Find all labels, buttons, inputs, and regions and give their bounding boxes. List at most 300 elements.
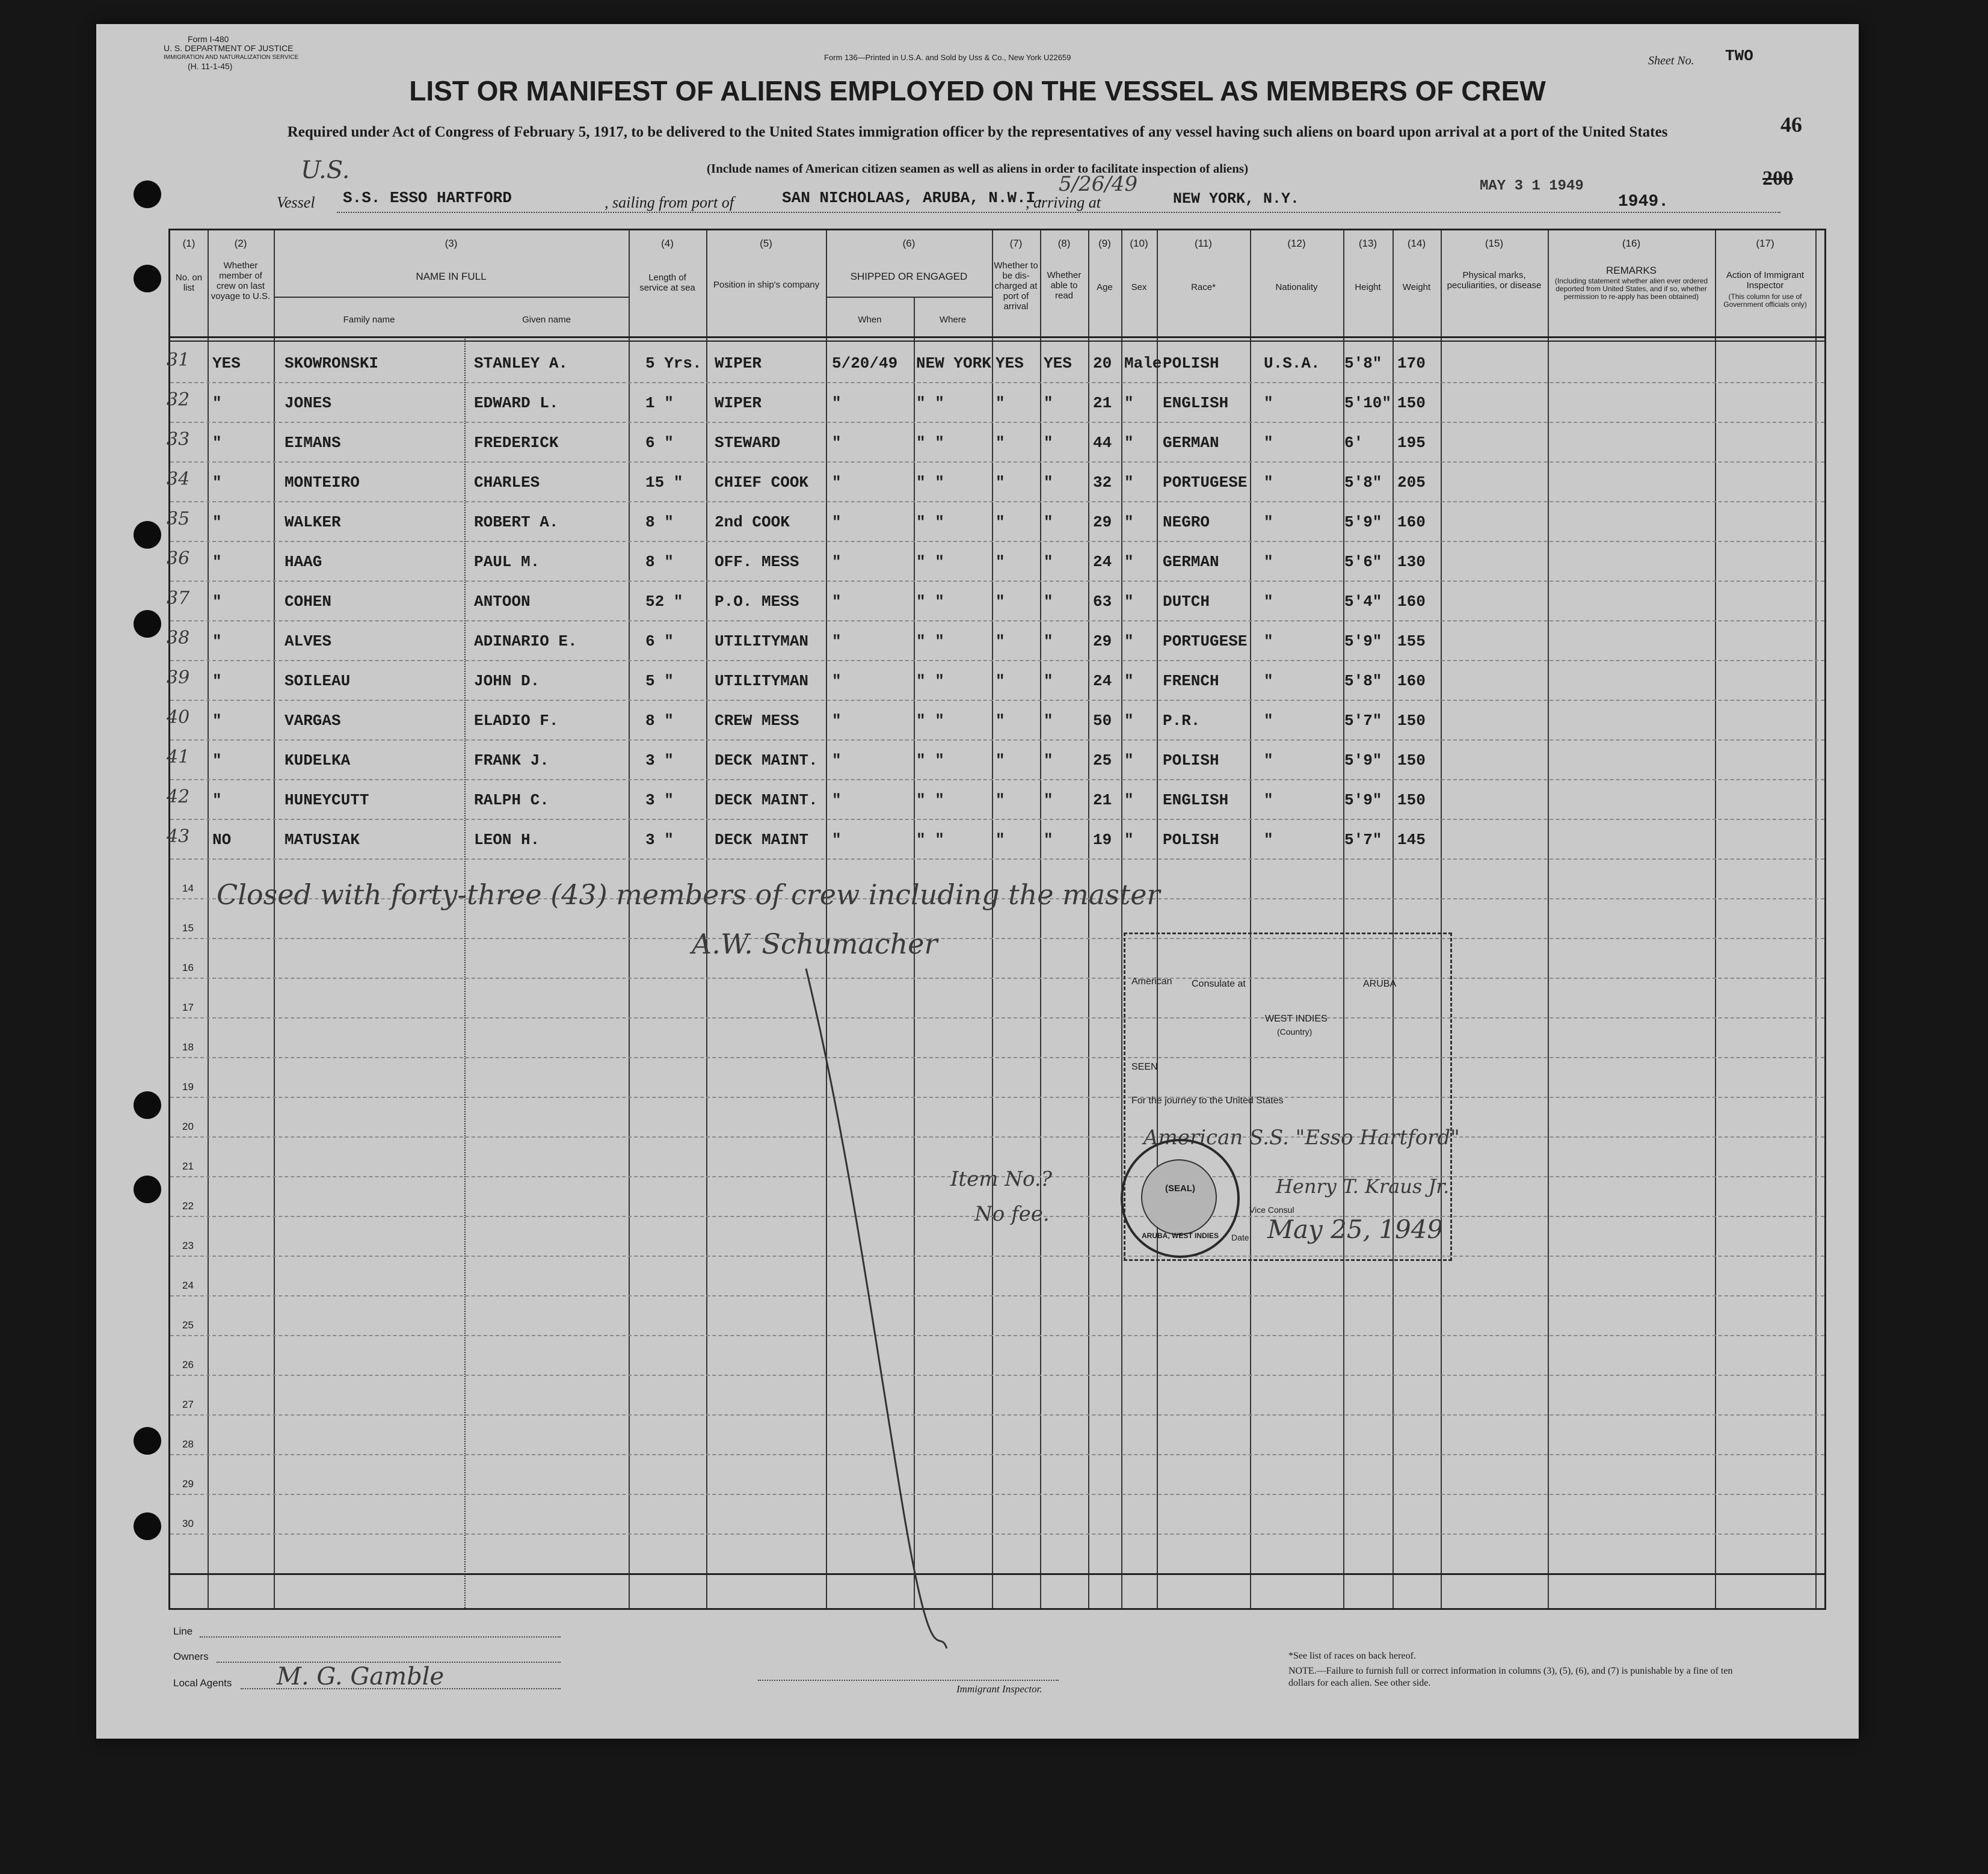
cell-age: 24 [1093, 553, 1112, 571]
footer-line-rule [200, 1636, 561, 1638]
form-code: (H. 11-1-45) [188, 61, 233, 71]
cell-read: " [1044, 473, 1053, 492]
cell-disch: " [996, 394, 1005, 412]
cell-where: " " [916, 791, 944, 809]
cell-when: " [832, 394, 842, 412]
seal-center-text: (SEAL) [1165, 1183, 1195, 1194]
col-head-nationality: Nationality [1275, 282, 1318, 292]
cell-disch: " [996, 791, 1005, 809]
cell-disch: " [996, 632, 1005, 650]
row-rule [170, 660, 1824, 661]
cell-nat: " [1264, 513, 1273, 531]
col-head-sex: Sex [1131, 282, 1147, 292]
row-number-hand: 33 [167, 429, 190, 450]
cell-family: MONTEIRO [285, 473, 360, 492]
col-num-15: (15) [1485, 238, 1504, 249]
cell-position: 2nd COOK [715, 513, 790, 531]
col-num-1: (1) [182, 238, 195, 249]
cell-sex: " [1124, 712, 1134, 730]
vessel-underline [337, 212, 1780, 213]
cell-service: 3 " [645, 831, 674, 849]
cell-age: 25 [1093, 751, 1112, 769]
binder-hole [134, 610, 161, 638]
row-number-hand: 35 [167, 508, 190, 529]
cell-where: NEW YORK [916, 354, 991, 372]
col-divider [1441, 230, 1442, 1608]
cell-disch: " [996, 434, 1005, 452]
stamp-officer-title: Vice Consul [1249, 1205, 1294, 1215]
header-bottom-rule-2 [170, 341, 1824, 342]
binder-hole [134, 1512, 161, 1540]
cell-service: 8 " [645, 712, 674, 730]
row-rule [170, 382, 1824, 383]
cell-service: 3 " [645, 791, 674, 809]
footer-inspector-rule [758, 1680, 1059, 1681]
stamp-country: WEST INDIES [1265, 1014, 1328, 1024]
col-divider [1121, 230, 1122, 1608]
cell-prev: YES [212, 354, 241, 372]
cell-race: ENGLISH [1163, 791, 1229, 809]
row-rule [170, 819, 1824, 820]
cell-disch: " [996, 831, 1005, 849]
arriving-port: NEW YORK, N.Y. [1173, 190, 1300, 208]
row-number: 24 [182, 1280, 194, 1291]
row-number: 29 [182, 1478, 194, 1490]
stamp-consulate-at: Consulate at [1192, 979, 1246, 989]
cell-prev: " [212, 513, 222, 531]
cell-prev: " [212, 791, 222, 809]
col-num-8: (8) [1057, 238, 1071, 249]
cell-when: " [832, 672, 842, 690]
cell-service: 52 " [645, 593, 683, 611]
cell-when: " [832, 712, 842, 730]
row-number: 30 [182, 1518, 194, 1529]
cell-where: " " [916, 712, 944, 730]
cell-read: " [1044, 831, 1053, 849]
cell-sex: " [1124, 831, 1134, 849]
cell-age: 20 [1093, 354, 1112, 372]
row-number-hand: 36 [167, 548, 190, 569]
cell-when: " [832, 751, 842, 769]
form-number: Form I-480 [188, 34, 229, 44]
col-divider [1548, 230, 1549, 1608]
col-num-7: (7) [1009, 238, 1023, 249]
cell-nat: " [1264, 751, 1273, 769]
cell-position: DECK MAINT. [715, 791, 818, 809]
cell-weight: 205 [1397, 473, 1426, 492]
closing-statement: Closed with forty-three (43) members of crew including the master [217, 878, 1160, 911]
col-num-16: (16) [1622, 238, 1641, 249]
cell-sex: " [1124, 751, 1134, 769]
binder-hole [134, 1176, 161, 1203]
cell-prev: " [212, 712, 222, 730]
cell-service: 6 " [645, 434, 674, 452]
cell-race: POLISH [1163, 354, 1219, 372]
cell-age: 29 [1093, 632, 1112, 650]
arrival-date-stamp: MAY 3 1 1949 [1480, 178, 1584, 194]
row-number: 14 [182, 883, 194, 894]
cell-nat: " [1264, 593, 1273, 611]
side-note-fee: No fee. [974, 1202, 1050, 1226]
cell-position: UTILITYMAN [715, 632, 809, 650]
cell-service: 5 Yrs. [645, 354, 702, 372]
cell-given: RALPH C. [474, 791, 549, 809]
cell-sex: " [1124, 632, 1134, 650]
cell-prev: " [212, 672, 222, 690]
row-number: 22 [182, 1200, 194, 1212]
row-number: 18 [182, 1041, 194, 1053]
col-num-17: (17) [1756, 238, 1774, 249]
row-number: 16 [182, 962, 194, 973]
stamp-place: ARUBA [1363, 979, 1397, 989]
col-divider [1393, 230, 1394, 1608]
cell-nat: U.S.A. [1264, 354, 1320, 372]
cell-where: " " [916, 672, 944, 690]
cell-position: STEWARD [715, 434, 781, 452]
cell-given: FREDERICK [474, 434, 559, 452]
cell-age: 19 [1093, 831, 1112, 849]
cell-service: 3 " [645, 751, 674, 769]
col-divider [208, 230, 209, 1608]
cell-weight: 150 [1397, 751, 1426, 769]
footer-races-note: *See list of races on back hereof. [1288, 1651, 1416, 1661]
stamp-american: American [1131, 976, 1172, 987]
cell-service: 6 " [645, 632, 674, 650]
row-number: 28 [182, 1438, 194, 1450]
cell-nat: " [1264, 712, 1273, 730]
footer-owners-label: Owners [173, 1651, 209, 1662]
cell-nat: " [1264, 473, 1273, 492]
row-rule [170, 739, 1824, 741]
col-head-race: Race* [1191, 282, 1216, 292]
row-rule [170, 858, 1824, 860]
sheet-label: Sheet No. [1648, 54, 1694, 67]
cell-position: OFF. MESS [715, 553, 799, 571]
col-head-remarks-note: (Including statement whether alien ever ordered deported from United States, and if so, whether permission to re-apply has been obtained) [1554, 277, 1708, 301]
row-rule [170, 620, 1824, 621]
cell-prev: " [212, 632, 222, 650]
col-head-family: Family name [343, 315, 395, 325]
cell-disch: " [996, 712, 1005, 730]
cell-disch: " [996, 593, 1005, 611]
cell-family: COHEN [285, 593, 332, 611]
stamp-country-label: (Country) [1277, 1027, 1313, 1037]
vessel-name: S.S. ESSO HARTFORD [343, 189, 512, 207]
cell-nat: " [1264, 791, 1273, 809]
cell-given: CHARLES [474, 473, 540, 492]
service: IMMIGRATION AND NATURALIZATION SERVICE [164, 54, 299, 61]
row-number: 20 [182, 1121, 194, 1132]
cell-height: 5'9" [1344, 513, 1382, 531]
cell-weight: 195 [1397, 434, 1426, 452]
cell-position: UTILITYMAN [715, 672, 809, 690]
cell-sex: " [1124, 593, 1134, 611]
col-divider [706, 230, 707, 1608]
cell-weight: 155 [1397, 632, 1426, 650]
cell-given: LEON H. [474, 831, 540, 849]
row-number-hand: 41 [167, 747, 190, 768]
sailing-label: , sailing from port of [605, 194, 734, 211]
row-number-hand: 31 [167, 350, 190, 371]
col-num-11: (11) [1195, 238, 1212, 249]
cell-read: " [1044, 553, 1053, 571]
row-rule [170, 541, 1824, 542]
cell-race: GERMAN [1163, 434, 1219, 452]
cell-race: DUTCH [1163, 593, 1210, 611]
col-head-age: Age [1097, 282, 1113, 292]
cell-where: " " [916, 394, 944, 412]
cell-read: " [1044, 632, 1053, 650]
cell-family: MATUSIAK [285, 831, 360, 849]
manifest-sheet [96, 24, 1859, 1739]
footer-line-label: Line [173, 1626, 193, 1637]
col-divider [1715, 230, 1716, 1608]
cell-nat: " [1264, 553, 1273, 571]
sail-date-handwritten: 5/26/49 [1059, 172, 1138, 196]
cell-where: " " [916, 434, 944, 452]
footer-agents-signature: M. G. Gamble [277, 1663, 445, 1691]
stamp-seen: SEEN [1131, 1062, 1158, 1072]
printer-line: Form 136—Printed in U.S.A. and Sold by Uss & Co., New York U22659 [824, 53, 1071, 62]
cell-service: 15 " [645, 473, 683, 492]
cell-read: " [1044, 672, 1053, 690]
cell-prev: NO [212, 831, 232, 849]
cell-prev: " [212, 593, 222, 611]
col-head-where: Where [939, 315, 967, 325]
cell-weight: 150 [1397, 791, 1426, 809]
row-number: 26 [182, 1359, 194, 1370]
cell-age: 21 [1093, 394, 1112, 412]
shipped-subheader-line [826, 297, 992, 298]
col-divider [1250, 230, 1251, 1608]
cell-sex: " [1124, 513, 1134, 531]
row-number: 15 [182, 922, 194, 934]
row-number: 21 [182, 1160, 194, 1172]
cell-age: 63 [1093, 593, 1112, 611]
cell-position: CHIEF COOK [715, 473, 809, 492]
row-rule [170, 779, 1824, 780]
sheet-number: TWO [1725, 47, 1753, 65]
master-signature: A.W. Schumacher [692, 928, 938, 960]
cell-when: " [832, 593, 842, 611]
cell-position: CREW MESS [715, 712, 799, 730]
cell-where: " " [916, 593, 944, 611]
stamp-by-hand: American S.S. "Esso Hartford" [1143, 1126, 1460, 1150]
stamp-date-label: Date [1231, 1233, 1249, 1242]
form-id-block [164, 35, 298, 71]
cell-age: 21 [1093, 791, 1112, 809]
cell-height: 5'9" [1344, 791, 1382, 809]
sailing-port: SAN NICHOLAAS, ARUBA, N.W.I. [782, 189, 1045, 207]
cell-race: FRENCH [1163, 672, 1219, 690]
struck-number: 200 [1762, 167, 1793, 190]
cell-family: EIMANS [285, 434, 341, 452]
cell-sex: " [1124, 672, 1134, 690]
document-subtitle: Required under Act of Congress of February 5, 1917, to be delivered to the United States immigration officer by the representatives of any vessel having such aliens on board upon arrival at a port of the United States [287, 124, 1668, 140]
col-head-shipped: SHIPPED OR ENGAGED [850, 271, 968, 282]
stamp-officer: Henry T. Kraus Jr. [1276, 1175, 1450, 1198]
binder-hole [134, 521, 161, 549]
cell-height: 5'10" [1344, 394, 1392, 412]
cell-given: ROBERT A. [474, 513, 559, 531]
cell-service: 1 " [645, 394, 674, 412]
cell-disch: " [996, 672, 1005, 690]
cell-position: WIPER [715, 394, 762, 412]
cell-sex: " [1124, 791, 1134, 809]
cell-when: " [832, 632, 842, 650]
cell-given: FRANK J. [474, 751, 549, 769]
cell-when: " [832, 553, 842, 571]
seal-inner [1141, 1159, 1217, 1235]
col-head-name: NAME IN FULL [416, 271, 487, 282]
cell-family: SOILEAU [285, 672, 351, 690]
binder-hole [134, 265, 161, 292]
us-handwritten: U.S. [301, 156, 350, 184]
cell-race: P.R. [1163, 712, 1201, 730]
cell-age: 29 [1093, 513, 1112, 531]
cell-prev: " [212, 473, 222, 492]
vessel-label: Vessel [277, 194, 315, 211]
footer-agents-rule [241, 1688, 561, 1689]
cell-where: " " [916, 513, 944, 531]
col-head-action: Action of Immigrant Inspector [1726, 270, 1805, 291]
col-divider [1157, 230, 1158, 1608]
cell-family: JONES [285, 394, 332, 412]
cell-height: 5'7" [1344, 831, 1382, 849]
cell-given: PAUL M. [474, 553, 540, 571]
stamp-date: May 25, 1949 [1267, 1215, 1444, 1244]
row-number: 27 [182, 1399, 194, 1410]
cell-when: " [832, 791, 842, 809]
col-head-service: Length of service at sea [639, 273, 695, 293]
footer-agents-label: Local Agents [173, 1677, 232, 1689]
cell-when: " [832, 434, 842, 452]
col-head-given: Given name [522, 315, 571, 325]
cell-race: POLISH [1163, 751, 1219, 769]
consular-seal [1121, 1139, 1240, 1258]
cell-when: " [832, 831, 842, 849]
cell-when: 5/20/49 [832, 354, 898, 372]
cell-height: 5'4" [1344, 593, 1382, 611]
cell-weight: 160 [1397, 513, 1426, 531]
cell-family: VARGAS [285, 712, 341, 730]
row-number: 25 [182, 1319, 194, 1331]
row-rule [170, 422, 1824, 423]
cell-height: 5'8" [1344, 473, 1382, 492]
cell-where: " " [916, 473, 944, 492]
cell-height: 5'8" [1344, 672, 1382, 690]
row-number-hand: 38 [167, 627, 190, 649]
cell-when: " [832, 513, 842, 531]
footer-inspector-label: Immigrant Inspector. [956, 1683, 1042, 1695]
cell-given: ELADIO F. [474, 712, 559, 730]
cell-race: ENGLISH [1163, 394, 1229, 412]
document-subnote: (Include names of American citizen seamen as well as aliens in order to facilitate inspection of aliens) [706, 161, 1249, 176]
cell-height: 5'6" [1344, 553, 1382, 571]
col-head-remarks: REMARKS [1605, 265, 1657, 276]
cell-weight: 150 [1397, 712, 1426, 730]
year: 1949. [1618, 193, 1669, 211]
cell-weight: 145 [1397, 831, 1426, 849]
header-bottom-rule [170, 336, 1824, 338]
cell-race: PORTUGESE [1163, 473, 1248, 492]
binder-hole [134, 1091, 161, 1119]
col-divider [1088, 230, 1089, 1608]
col-head-weight: Weight [1402, 282, 1431, 292]
col-head-prev: Whether member of crew on last voyage to U.S. [211, 260, 271, 301]
cell-disch: " [996, 751, 1005, 769]
cell-given: ADINARIO E. [474, 632, 577, 650]
side-note-item: Item No.? [950, 1167, 1052, 1191]
col-num-5: (5) [760, 238, 772, 249]
cell-age: 24 [1093, 672, 1112, 690]
binder-hole [134, 180, 161, 208]
cell-weight: 170 [1397, 354, 1426, 372]
col-head-discharged: Whether to be dis-charged at port of arrival [994, 260, 1038, 312]
cell-read: " [1044, 712, 1053, 730]
cell-family: KUDELKA [285, 751, 351, 769]
name-subheader-line [274, 297, 629, 298]
row-rule [170, 938, 1824, 939]
row-number-hand: 34 [167, 469, 190, 490]
row-number: 19 [182, 1081, 194, 1093]
row-number-hand: 37 [167, 588, 190, 609]
cell-where: " " [916, 553, 944, 571]
cell-family: WALKER [285, 513, 341, 531]
cell-read: " [1044, 593, 1053, 611]
row-number-hand: 32 [167, 389, 190, 410]
cell-sex: Male [1124, 354, 1162, 372]
cell-nat: " [1264, 394, 1273, 412]
cell-age: 44 [1093, 434, 1112, 452]
col-divider [629, 230, 630, 1608]
cell-sex: " [1124, 553, 1134, 571]
cell-family: HAAG [285, 553, 322, 571]
cell-sex: " [1124, 394, 1134, 412]
col-head-position: Position in ship's company [713, 280, 820, 290]
cell-disch: " [996, 473, 1005, 492]
col-num-3: (3) [445, 238, 458, 249]
row-rule [170, 581, 1824, 582]
col-divider [464, 336, 466, 1608]
cell-read: " [1044, 791, 1053, 809]
row-rule [170, 700, 1824, 701]
cell-height: 5'7" [1344, 712, 1382, 730]
cell-family: HUNEYCUTT [285, 791, 369, 809]
cell-given: STANLEY A. [474, 354, 568, 372]
row-number-hand: 43 [167, 826, 190, 847]
cell-prev: " [212, 434, 222, 452]
row-number-hand: 40 [167, 707, 190, 728]
col-divider [274, 230, 275, 1608]
cell-nat: " [1264, 434, 1273, 452]
cell-read: " [1044, 434, 1053, 452]
cell-weight: 130 [1397, 553, 1426, 571]
cell-sex: " [1124, 434, 1134, 452]
document-title: LIST OR MANIFEST OF ALIENS EMPLOYED ON THE VESSEL AS MEMBERS OF CREW [409, 75, 1546, 106]
cell-family: ALVES [285, 632, 332, 650]
col-head-height: Height [1355, 282, 1381, 292]
cell-read: YES [1044, 354, 1072, 372]
consulate-stamp [1124, 932, 1460, 1261]
cell-where: " " [916, 751, 944, 769]
cell-read: " [1044, 513, 1053, 531]
cell-position: P.O. MESS [715, 593, 799, 611]
col-num-2: (2) [234, 238, 247, 249]
footer-penalty-note: NOTE.—Failure to furnish full or correct information in columns (3), (5), (6), and (7) is punishable by a fine of ten dollars for each alien. See other side. [1288, 1666, 1733, 1688]
cell-disch: " [996, 553, 1005, 571]
cell-prev: " [212, 751, 222, 769]
